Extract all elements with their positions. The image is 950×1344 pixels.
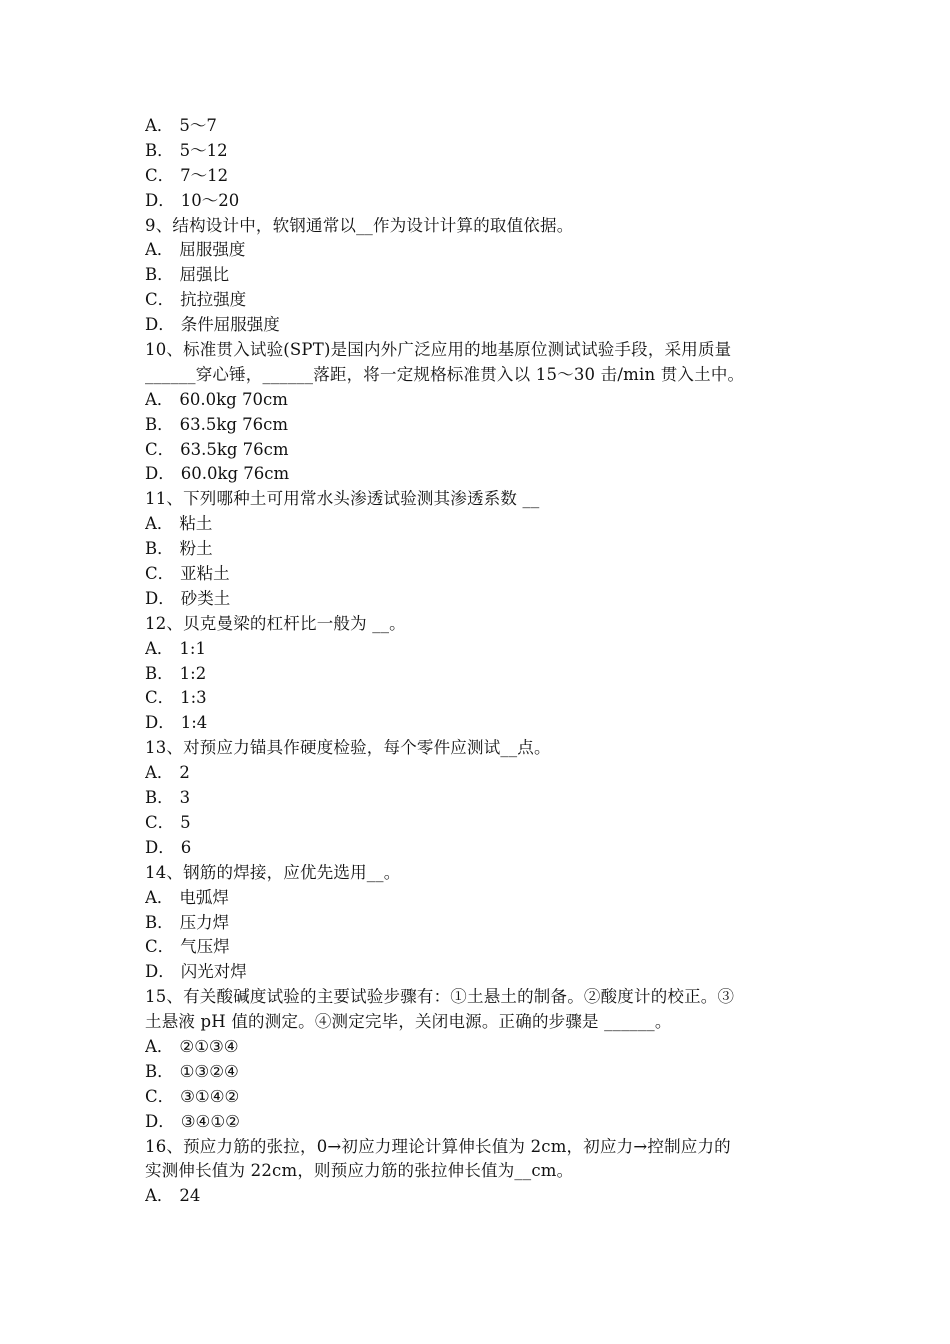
option-text: ③④①② bbox=[180, 1111, 240, 1131]
question-line bbox=[145, 338, 810, 363]
question-line bbox=[145, 612, 810, 637]
question-text: 实测伸长值为 22cm，则预应力筋的张拉伸长值为__cm。 bbox=[145, 1161, 574, 1181]
option-text: 6 bbox=[180, 837, 192, 857]
question-line bbox=[145, 1159, 810, 1184]
answer-option bbox=[145, 1085, 810, 1110]
question-text: 14、钢筋的焊接，应优先选用__。 bbox=[145, 862, 401, 882]
option-text: 10～20 bbox=[180, 190, 240, 210]
answer-option bbox=[145, 238, 810, 263]
option-letter: C． bbox=[145, 439, 175, 459]
option-text: 粘土 bbox=[179, 514, 213, 534]
option-letter: D． bbox=[145, 962, 175, 982]
option-letter: D． bbox=[145, 315, 175, 335]
option-letter: D． bbox=[145, 713, 175, 733]
option-text: 63.5kg 76cm bbox=[179, 414, 289, 434]
question-line bbox=[145, 1135, 810, 1160]
question-line bbox=[145, 985, 810, 1010]
option-text: 1:4 bbox=[180, 713, 208, 733]
option-text: 5～12 bbox=[179, 140, 228, 160]
option-letter: D． bbox=[145, 1111, 175, 1131]
option-text: ①③②④ bbox=[179, 1061, 239, 1081]
answer-option bbox=[145, 911, 810, 936]
answer-option bbox=[145, 886, 810, 911]
option-letter: D． bbox=[145, 464, 175, 484]
question-text: 15、有关酸碱度试验的主要试验步骤有：①土悬土的制备。②酸度计的校正。③ bbox=[145, 987, 735, 1007]
answer-option bbox=[145, 637, 810, 662]
option-text: 亚粘土 bbox=[180, 564, 230, 584]
option-text: 粉土 bbox=[179, 539, 213, 559]
answer-option bbox=[145, 189, 810, 214]
answer-option bbox=[145, 1060, 810, 1085]
option-letter: B． bbox=[145, 539, 174, 559]
option-letter: A． bbox=[145, 389, 174, 409]
option-text: 3 bbox=[179, 788, 191, 808]
option-text: 2 bbox=[179, 763, 190, 783]
answer-option bbox=[145, 139, 810, 164]
option-letter: C． bbox=[145, 564, 175, 584]
answer-option bbox=[145, 960, 810, 985]
answer-option bbox=[145, 587, 810, 612]
question-text: 13、对预应力锚具作硬度检验，每个零件应测试__点。 bbox=[145, 738, 551, 758]
question-line bbox=[145, 1010, 810, 1035]
option-letter: A． bbox=[145, 887, 174, 907]
question-line bbox=[145, 363, 810, 388]
answer-option bbox=[145, 1110, 810, 1135]
question-text: 11、下列哪种土可用常水头渗透试验测其渗透系数 __ bbox=[145, 489, 540, 509]
option-text: 7～12 bbox=[180, 165, 229, 185]
question-line bbox=[145, 214, 810, 239]
answer-option bbox=[145, 761, 810, 786]
option-text: 屈服强度 bbox=[179, 240, 246, 260]
option-letter: D． bbox=[145, 837, 175, 857]
option-letter: C． bbox=[145, 165, 175, 185]
answer-option bbox=[145, 462, 810, 487]
document-page bbox=[145, 114, 810, 1209]
option-letter: B． bbox=[145, 663, 174, 683]
answer-option bbox=[145, 1184, 810, 1209]
option-text: 24 bbox=[179, 1186, 201, 1206]
option-text: 气压焊 bbox=[180, 937, 230, 957]
option-text: 条件屈服强度 bbox=[180, 315, 280, 335]
question-text: 9、结构设计中，软钢通常以__作为设计计算的取值依据。 bbox=[145, 215, 574, 235]
answer-option bbox=[145, 512, 810, 537]
answer-option bbox=[145, 811, 810, 836]
question-line bbox=[145, 861, 810, 886]
option-letter: D． bbox=[145, 588, 175, 608]
option-text: 60.0kg 70cm bbox=[179, 389, 288, 409]
option-letter: A． bbox=[145, 116, 174, 135]
question-line bbox=[145, 736, 810, 761]
answer-option bbox=[145, 313, 810, 338]
answer-option bbox=[145, 935, 810, 960]
option-text: 60.0kg 76cm bbox=[180, 464, 290, 484]
answer-option bbox=[145, 388, 810, 413]
answer-option bbox=[145, 1035, 810, 1060]
question-text: 10、标准贯入试验(SPT)是国内外广泛应用的地基原位测试试验手段，采用质量 bbox=[145, 340, 732, 360]
option-text: 5 bbox=[180, 812, 191, 832]
option-letter: B． bbox=[145, 140, 174, 160]
answer-option bbox=[145, 786, 810, 811]
option-text: 1:3 bbox=[180, 688, 207, 708]
answer-option bbox=[145, 438, 810, 463]
answer-option bbox=[145, 562, 810, 587]
question-text: 12、贝克曼梁的杠杆比一般为 __。 bbox=[145, 613, 406, 633]
option-letter: C． bbox=[145, 1086, 175, 1106]
option-text: 63.5kg 76cm bbox=[180, 439, 289, 459]
option-letter: A． bbox=[145, 1186, 174, 1206]
question-text: 16、预应力筋的张拉，0→初应力理论计算伸长值为 2cm，初应力→控制应力的 bbox=[145, 1136, 731, 1156]
option-letter: C． bbox=[145, 688, 175, 708]
option-letter: A． bbox=[145, 514, 174, 534]
option-text: 1:2 bbox=[179, 663, 207, 683]
option-text: 抗拉强度 bbox=[180, 290, 247, 310]
option-letter: D． bbox=[145, 190, 175, 210]
option-text: ③①④② bbox=[180, 1086, 240, 1106]
option-text: 屈强比 bbox=[179, 265, 230, 285]
option-text: 1:1 bbox=[179, 638, 206, 658]
answer-option bbox=[145, 686, 810, 711]
option-letter: C． bbox=[145, 812, 175, 832]
question-text: ______穿心锤，______落距，将一定规格标准贯入以 15～30 击/min 贯入土中。 bbox=[145, 364, 745, 384]
option-letter: B． bbox=[145, 788, 174, 808]
option-text: 砂类土 bbox=[180, 588, 231, 608]
option-letter: A． bbox=[145, 1036, 174, 1056]
option-letter: C． bbox=[145, 937, 175, 957]
answer-option bbox=[145, 662, 810, 687]
option-letter: A． bbox=[145, 240, 174, 260]
option-text: ②①③④ bbox=[179, 1036, 239, 1056]
option-letter: A． bbox=[145, 638, 174, 658]
option-letter: B． bbox=[145, 265, 174, 285]
option-letter: B． bbox=[145, 1061, 174, 1081]
option-text: 电弧焊 bbox=[179, 887, 229, 907]
option-letter: A． bbox=[145, 763, 174, 783]
answer-option bbox=[145, 711, 810, 736]
question-line bbox=[145, 487, 810, 512]
answer-option bbox=[145, 164, 810, 189]
option-text: 压力焊 bbox=[179, 912, 230, 932]
question-text: 土悬液 pH 值的测定。④测定完毕，关闭电源。正确的步骤是 ______。 bbox=[145, 1012, 672, 1032]
answer-option bbox=[145, 114, 810, 139]
answer-option bbox=[145, 537, 810, 562]
option-letter: B． bbox=[145, 414, 174, 434]
option-text: 5～7 bbox=[179, 116, 217, 135]
option-text: 闪光对焊 bbox=[180, 962, 247, 982]
answer-option bbox=[145, 413, 810, 438]
option-letter: B． bbox=[145, 912, 174, 932]
option-letter: C． bbox=[145, 290, 175, 310]
answer-option bbox=[145, 288, 810, 313]
answer-option bbox=[145, 263, 810, 288]
answer-option bbox=[145, 836, 810, 861]
